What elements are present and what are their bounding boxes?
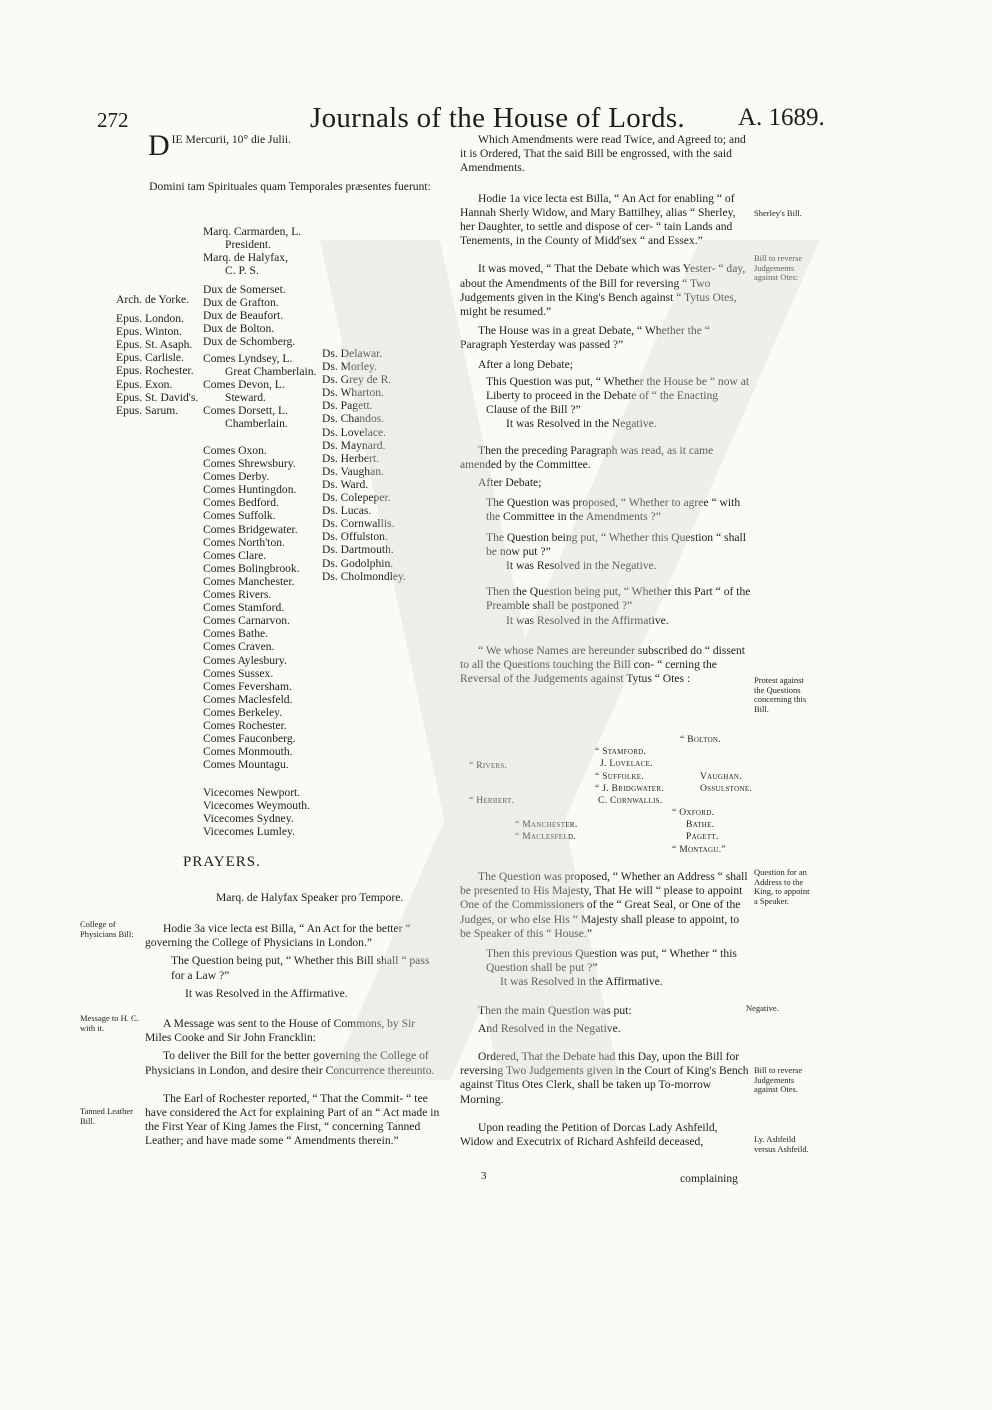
earl-name: Comes Aylesbury. [203,653,287,667]
bishop-name: Epus. St. Asaph. [116,338,193,352]
officer-name: C. P. S. [225,264,259,278]
bishop-name: Epus. London. [116,312,184,326]
baron-name: Ds. Grey de R. [322,373,392,387]
bishop-name: Epus. Winton. [116,325,182,339]
signature-bolton: “ Bolton. [680,735,721,745]
baron-name: Ds. Cholmondley. [322,569,406,583]
officer-name: Marq. de Halyfax, [203,251,288,265]
earl-name: Comes Oxon. [203,444,267,457]
baron-name: Ds. Ward. [322,477,369,491]
signature-maclesfeld: “ Maclesfeld. [515,832,576,842]
earls-list [203,444,300,771]
signature-suffolke: “ Suffolke. [595,772,645,782]
officer-name: Marq. Carmarden, L. [203,225,302,238]
earl-name: Comes Rivers. [203,588,272,602]
officer-earl-name: Comes Lyndsey, L. [203,352,293,365]
college-resolution: It was Resolved in the Affirmative. [185,986,348,1000]
baron-name: Ds. Pagett. [322,399,373,413]
bishop-name: Epus. Exon. [116,377,173,391]
message-para: A Message was sent to the House of Commons, by Sir Miles Cooke and Sir John Francklin: [145,1017,416,1045]
signature-ossulstone: Ossulstone. [700,784,753,794]
viscounts-list [203,786,310,838]
present-heading: Domini tam Spirituales quam Temporales præsentes fuerunt: [149,180,431,193]
college-bill-para: Hodie 3a vice lecta est Billa, “ An Act for the better “ governing the College of Physicians in London.” [145,922,411,950]
margin-note-reverse-2: Bill to reverse Judgements against Otes. [754,1065,803,1095]
earl-name: Comes Huntingdon. [203,483,297,497]
dukes-list [203,283,295,348]
earl-name: Comes Derby. [203,470,270,484]
earl-name: Comes North'ton. [203,535,285,549]
baron-name: Ds. Wharton. [322,386,384,400]
signature-herbert: “ Herbert. [469,796,515,806]
resolution-negative-2: It was Resolved in the Negative. [506,559,657,573]
margin-note-college: College of Physicians Bill: [80,919,134,939]
resolution-affirmative-2: It was Resolved in the Affirmative. [500,975,663,989]
earl-name: Comes Clare. [203,548,267,562]
question-2: The Question was proposed, “ Whether to agree “ with the Committee in the Amendments ?” [486,496,741,524]
signature-rivers: “ Rivers. [469,761,508,771]
baron-name: Ds. Offulston. [322,530,388,544]
earl-name: Comes Feversham. [203,679,292,693]
signature-lovelace: J. Lovelace. [600,759,653,769]
bishop-name: Epus. St. David's. [116,390,199,404]
margin-note-protest: Protest against the Questions concerning this Bill. [754,675,807,714]
margin-note-ashfeild: Ly. Ashfeild versus Ashfeild. [754,1134,809,1154]
signature-mark: 3 [481,1170,487,1182]
duke-name: Dux de Schomberg. [203,335,296,349]
bishop-name: Arch. de Yorke. [116,293,190,306]
earl-name: Comes Berkeley. [203,705,283,719]
officer-earl-name: Chamberlain. [225,417,288,431]
earl-name: Comes Suffolk. [203,509,276,523]
date-text: IE Mercurii, 10° die Julii. [171,133,291,146]
bishops-list [116,293,198,417]
duke-name: Dux de Grafton. [203,296,279,310]
address-question-para: The Question was proposed, “ Whether an Address “ shall be presented to His Majesty, That He will “ please to appoint One of the Commissioners of the “ Great Seal, or One of the Judges, or who else His “ Majesty shall please to appoint, to be Speaker of this “ House.” [460,870,748,940]
officer-earl-name: Comes Dorsett, L. [203,404,289,418]
resolution-negative-1: It was Resolved in the Negative. [506,417,657,431]
prayers-heading: PRAYERS. [183,854,261,870]
sherley-bill-para: Hodie 1a vice lecta est Billa, “ An Act for enabling “ of Hannah Sherly Widow, and Mary Battilhey, alias “ Sherley, her Daughter, to settle and dispose of cer- “ tain Lands and Tenements, in the County of Midd'sex “ and Essex.” [460,191,736,248]
duke-name: Dux de Somerset. [203,283,286,296]
catchword: complaining [680,1172,738,1185]
leather-report-para: The Earl of Rochester reported, “ That the Commit- “ tee have considered the Act for explaining Part of an “ Act made in the First Year of King James the First, “ concerning Tanned Leather; and have made some “ Amendments therein.” [145,1091,440,1148]
protest-para: “ We whose Names are hereunder subscribed do “ dissent to all the Questions touching the Bill con- “ cerning the Reversal of the Judgements against Tytus “ Otes : [460,643,746,686]
petition-para: Upon reading the Petition of Dorcas Lady Ashfeild, Widow and Executrix of Richard Ashfeild deceased, [460,1120,718,1149]
earl-name: Comes Bedford. [203,496,279,510]
question-4: Then the Question being put, “ Whether this Part “ of the Preamble shall be postponed ?” [486,585,751,613]
bishop-name: Epus. Carlisle. [116,351,184,365]
main-question: Then the main Question was put: [478,1003,632,1017]
viscount-name: Vicecomes Weymouth. [203,799,310,813]
signature-montagu: “ Montagu.” [672,845,726,855]
baron-name: Ds. Vaughan. [322,464,384,478]
officer-earls-list [203,352,316,431]
question-3: The Question being put, “ Whether this Question “ shall be now put ?” [486,530,746,558]
margin-note-negative: Negative. [746,1003,779,1013]
baron-name: Ds. Colepeper. [322,491,391,505]
viscount-name: Vicecomes Lumley. [203,825,295,839]
baron-name: Ds. Chandos. [322,412,385,426]
baron-name: Ds. Godolphin. [322,556,394,570]
duke-name: Dux de Beaufort. [203,309,284,323]
margin-note-sherley: Sherley's Bill. [754,208,802,218]
bishop-name: Epus. Sarum. [116,403,179,417]
baron-name: Ds. Lovelace. [322,425,387,439]
session-date [148,129,438,162]
earl-name: Comes Sussex. [203,666,274,680]
baron-name: Ds. Cornwallis. [322,517,395,531]
baron-name: Ds. Maynard. [322,438,386,452]
margin-note-reverse-1: Bill to reverse Judgements against Otes: [754,253,803,283]
earl-name: Comes Stamford. [203,601,285,615]
earl-name: Comes Bridgewater. [203,522,298,536]
viscount-name: Vicecomes Newport. [203,786,301,799]
margin-note-message: Message to H. C. with it. [80,1013,139,1033]
baron-name: Ds. Lucas. [322,504,372,518]
page-title: Journals of the House of Lords. [310,102,685,134]
after-debate: After Debate; [478,476,542,490]
resolved-negative: And Resolved in the Negative. [478,1021,621,1035]
college-question: The Question being put, “ Whether this Bill shall “ pass for a Law ?” [171,954,430,982]
earl-name: Comes Bathe. [203,627,269,641]
earl-name: Comes Fauconberg. [203,732,296,746]
officer-earl-name: Comes Devon, L. [203,378,285,392]
bishop-name: Epus. Rochester. [116,364,194,378]
viscount-name: Vicecomes Sydney. [203,812,294,826]
date-dropcap: D [148,129,170,162]
margin-note-speaker-question: Question for an Address to the King, to appoint a Speaker. [754,867,810,906]
signature-manchester: “ Manchester. [515,820,578,830]
barons-list [322,347,406,583]
baron-name: Ds. Delawar. [322,347,383,360]
earl-name: Comes Maclesfeld. [203,692,293,706]
amendments-para: Which Amendments were read Twice, and Agreed to; and it is Ordered, That the said Bill be engrossed, with the said Amendments. [460,133,746,175]
earl-name: Comes Rochester. [203,718,287,732]
signature-stamford: “ Stamford. [595,747,647,757]
question-1: This Question was put, “ Whether the House be “ now at Liberty to proceed in the Debate of “ the Enacting Clause of the Bill ?” [486,374,750,417]
officers-list [203,225,301,277]
signature-oxford: “ Oxford. [672,808,715,818]
earl-name: Comes Bolingbrook. [203,561,300,575]
ordered-para: Ordered, That the Debate had this Day, upon the Bill for reversing Two Judgements given in the Court of King's Bench against Titus Otes Clerk, shall be taken up To-morrow Morning. [460,1050,749,1106]
officer-name: President. [225,238,272,252]
earl-name: Comes Shrewsbury. [203,457,296,471]
officer-earl-name: Steward. [225,391,266,405]
signature-pagett: Pagett. [686,832,719,842]
signature-bridgwater: “ J. Bridgwater. [595,784,664,794]
signature-bathe: Bathe. [686,820,715,830]
preceding-paragraph-para: Then the preceding Paragraph was read, as it came amended by the Committee. [460,443,714,471]
earl-name: Comes Carnarvon. [203,614,290,628]
earl-name: Comes Craven. [203,640,275,654]
after-long-debate: After a long Debate; [478,357,573,371]
page-number: 272 [97,108,129,132]
baron-name: Ds. Dartmouth. [322,543,394,557]
baron-name: Ds. Herbert. [322,451,379,465]
signature-vaughan: Vaughan. [700,772,742,782]
officer-earl-name: Great Chamberlain. [225,365,317,379]
speaker-line: Marq. de Halyfax Speaker pro Tempore. [216,891,404,904]
previous-question: Then this previous Question was put, “ Whether “ this Question shall be put ?” [486,947,737,975]
duke-name: Dux de Bolton. [203,322,275,336]
message-cont: To deliver the Bill for the better governing the College of Physicians in London, and desire their Concurrence thereunto. [145,1049,435,1077]
signature-cornwallis: C. Cornwallis. [598,796,663,806]
margin-note-leather: Tanned Leather Bill. [80,1106,133,1126]
earl-name: Comes Manchester. [203,574,295,588]
debate-para: The House was in a great Debate, “ Whether the “ Paragraph Yesterday was passed ?” [460,324,710,352]
earl-name: Comes Mountagu. [203,758,289,772]
page-year: A. 1689. [738,104,825,131]
earl-name: Comes Monmouth. [203,745,293,759]
baron-name: Ds. Morley. [322,360,377,374]
resolution-affirmative-1: It was Resolved in the Affirmative. [506,613,669,627]
moved-para: It was moved, “ That the Debate which was Yester- “ day, about the Amendments of the Bill for reversing “ Two Judgements given in the King's Bench against “ Tytus Otes, might be resumed.” [460,262,746,319]
